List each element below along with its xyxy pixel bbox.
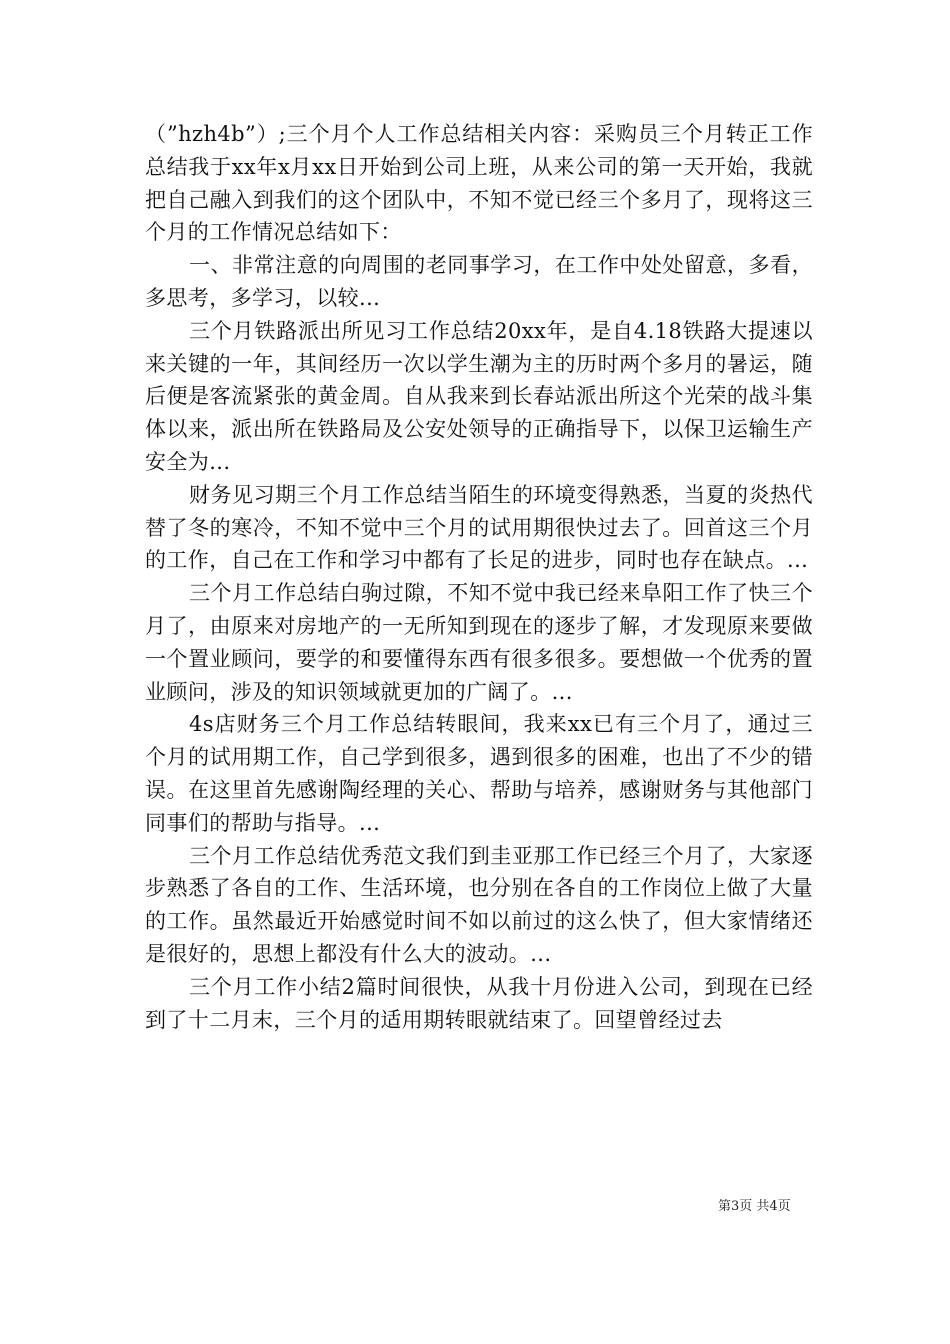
paragraph-real-estate: 三个月工作总结白驹过隙，不知不觉中我已经来阜阳工作了快三个月了，由原来对房地产的一无所知到现在的逐步了解，才发现原来要做一个置业顾问，要学的和要懂得东西有很多很多。要想做一个优秀的置业顾问，涉及的知识领域就更加的广阔了。... xyxy=(145,581,813,704)
paragraph-guyana: 三个月工作总结优秀范文我们到圭亚那工作已经三个月了，大家逐步熟悉了各自的工作、生活环境，也分别在各自的工作岗位上做了大量的工作。虽然最近开始感觉时间不如以前过的这么快了，但大家情绪还是很好的，思想上都没有什么大的波动。... xyxy=(145,843,813,966)
paragraph-4s-finance: 4s店财务三个月工作总结转眼间，我来xx已有三个月了，通过三个月的试用期工作，自己学到很多，遇到很多的困难，也出了不少的错误。在这里首先感谢陶经理的关心、帮助与培养，感谢财务与其他部门同事们的帮助与指导。... xyxy=(145,712,813,835)
paragraph-finance-trainee: 财务见习期三个月工作总结当陌生的环境变得熟悉，当夏的炎热代替了冬的寒冷，不知不觉中三个月的试用期很快过去了。回首这三个月的工作，自己在工作和学习中都有了长足的进步，同时也存在缺点。... xyxy=(145,482,813,573)
paragraph-summary-two: 三个月工作小结2篇时间很快，从我十月份进入公司，到现在已经到了十二月末，三个月的适用期转眼就结束了。回望曾经过去 xyxy=(145,974,813,1032)
paragraph-point-one: 一、非常注意的向周围的老同事学习，在工作中处处留意，多看，多思考，多学习，以较... xyxy=(145,253,813,310)
page-number-footer: 第3页 共4页 xyxy=(718,1199,791,1214)
paragraph-intro: （”hzh4b”）;三个月个人工作总结相关内容：采购员三个月转正工作总结我于xx年x月xx日开始到公司上班，从来公司的第一天开始，我就把自己融入到我们的这个团队中，不知不觉已经三个多月了，现将这三个月的工作情况总结如下： xyxy=(145,122,813,245)
paragraph-railway-police: 三个月铁路派出所见习工作总结20xx年，是自4.18铁路大提速以来关键的一年，其间经历一次以学生潮为主的历时两个多月的暑运，随后便是客流紧张的黄金周。自从我来到长春站派出所这个光荣的战斗集体以来，派出所在铁路局及公安处领导的正确指导下，以保卫运输生产安全为... xyxy=(145,318,813,474)
document-body xyxy=(145,118,813,1036)
